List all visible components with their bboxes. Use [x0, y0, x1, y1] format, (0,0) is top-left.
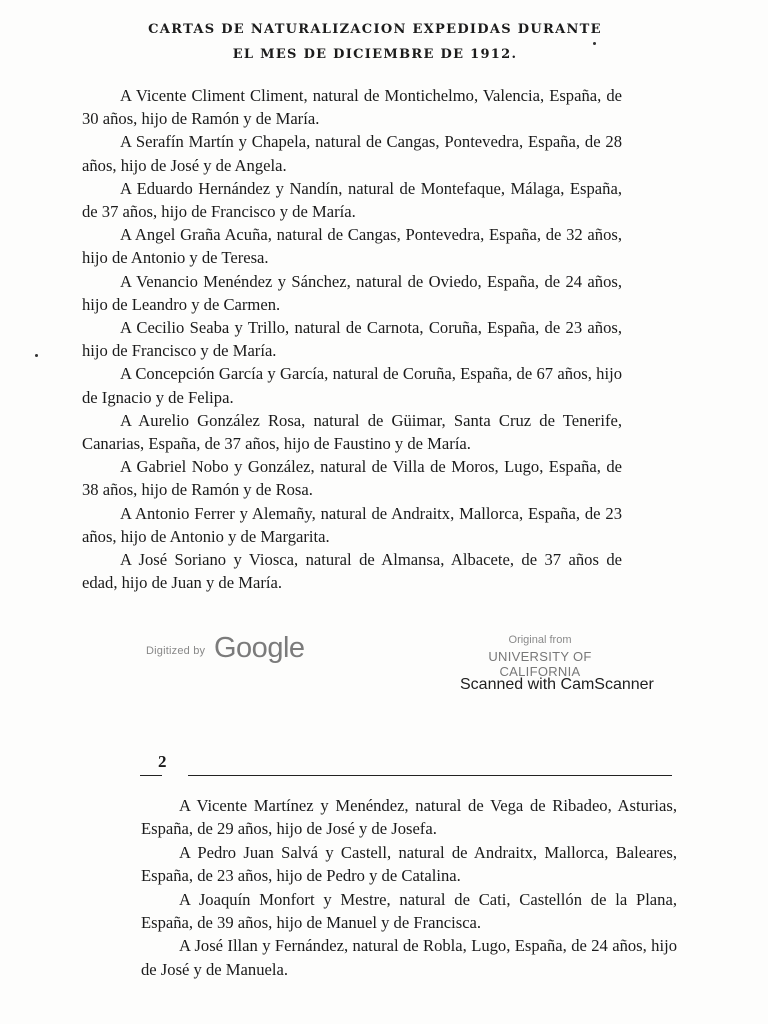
- entry-paragraph: A Angel Graña Acuña, natural de Cangas, Pontevedra, España, de 32 años, hijo de Antonio y de Teresa.: [82, 225, 622, 268]
- entry-paragraph: A Concepción García y García, natural de Coruña, España, de 67 años, hijo de Ignacio y de Felipa.: [82, 364, 622, 407]
- document-title-line-1: CARTAS DE NATURALIZACION EXPEDIDAS DURANTE: [148, 22, 602, 37]
- page-number: 2: [158, 752, 167, 771]
- original-from-label: Original from: [508, 634, 572, 646]
- entry-paragraph: A Eduardo Hernández y Nandín, natural de Montefaque, Málaga, España, de 37 años, hijo de Francisco y de María.: [82, 178, 622, 222]
- entry-paragraph: A Gabriel Nobo y González, natural de Villa de Moros, Lugo, España, de 38 años, hijo de Ramón y de Rosa.: [82, 457, 622, 500]
- digitized-by-label: Digitized by: [146, 645, 206, 657]
- naturalization-list-top: [82, 84, 622, 594]
- entry-paragraph: A Vicente Climent Climent, natural de Montichelmo, Valencia, España, de 30 años, hijo de Ramón y de María.: [82, 86, 622, 129]
- digitization-watermark: [0, 632, 768, 679]
- university-label: UNIVERSITY OF CALIFORNIA: [488, 649, 592, 679]
- google-logo: Google: [214, 632, 305, 664]
- entry-paragraph: A Vicente Martínez y Menéndez, natural de Vega de Ribadeo, Asturias, España, de 29 años, hijo de José y de Josefa.: [141, 796, 677, 839]
- naturalization-list-bottom: [141, 794, 677, 981]
- entry-paragraph: A Pedro Juan Salvá y Castell, natural de Andraitx, Mallorca, Baleares, España, de 23 años, hijo de Pedro y de Catalina.: [141, 842, 677, 886]
- entry-paragraph: A Venancio Menéndez y Sánchez, natural de Oviedo, España, de 24 años, hijo de Leandro y de Carmen.: [82, 271, 622, 314]
- entry-paragraph: A Joaquín Monfort y Mestre, natural de Cati, Castellón de la Plana, España, de 39 años, hijo de Manuel y de Francisca.: [141, 889, 677, 933]
- scan-speck: [35, 354, 38, 357]
- entry-paragraph: A Antonio Ferrer y Alemañy, natural de Andraitx, Mallorca, España, de 23 años, hijo de Antonio y de Margarita.: [82, 503, 622, 546]
- header-rule: [188, 775, 672, 776]
- entry-paragraph: A José Illan y Fernández, natural de Robla, Lugo, España, de 24 años, hijo de José y de Manuela.: [141, 936, 677, 979]
- entry-paragraph: A José Soriano y Viosca, natural de Almansa, Albacete, de 37 años de edad, hijo de Juan y de María.: [82, 550, 622, 593]
- entry-paragraph: A Aurelio González Rosa, natural de Güimar, Santa Cruz de Tenerife, Canarias, España, de 37 años, hijo de Faustino y de María.: [82, 410, 622, 454]
- camscanner-label: Scanned with CamScanner: [460, 676, 654, 693]
- entry-paragraph: A Serafín Martín y Chapela, natural de Cangas, Pontevedra, España, de 28 años, hijo de José y de Angela.: [82, 132, 622, 175]
- scan-speck: [593, 42, 596, 45]
- document-title-line-2: EL MES DE DICIEMBRE DE 1912.: [232, 47, 518, 62]
- header-rule-short: [140, 775, 162, 776]
- entry-paragraph: A Cecilio Seaba y Trillo, natural de Carnota, Coruña, España, de 23 años, hijo de Francisco y de María.: [82, 318, 622, 361]
